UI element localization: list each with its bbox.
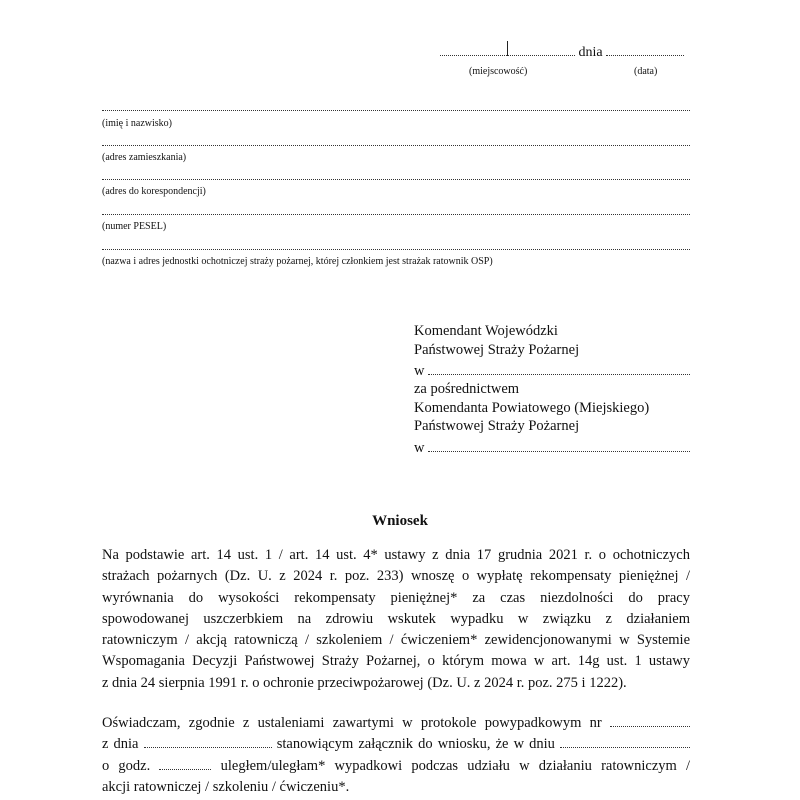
request-line: spowodowanej uszczerbkiem na zdrowiu wskutek wypadku w związku z działaniem: [102, 610, 690, 627]
osp-unit-field[interactable]: [102, 249, 690, 250]
accident-date-field[interactable]: [560, 737, 690, 748]
protocol-number-field[interactable]: [610, 716, 690, 727]
date-field[interactable]: [606, 45, 684, 56]
declaration-line-4: akcji ratowniczej / szkoleniu / ćwiczeniu*.: [102, 778, 350, 795]
protocol-date-field[interactable]: [144, 737, 272, 748]
osp-unit-label: (nazwa i adres jednostki ochotniczej straży pożarnej, której członkiem jest strażak ratownik OSP): [102, 256, 493, 267]
declaration-text-3a: o godz.: [102, 757, 151, 774]
addressee-city-field-2[interactable]: [428, 441, 690, 452]
request-line: ratowniczym / akcją ratowniczą / szkoleniem / ćwiczeniem* zewidencjonowanymi w Systemie: [102, 632, 690, 649]
request-paragraph: [102, 545, 690, 694]
residence-address-field[interactable]: [102, 145, 690, 146]
place-date-line: [440, 45, 692, 61]
accident-time-field[interactable]: [159, 759, 211, 770]
request-line: Na podstawie art. 14 ust. 1 / art. 14 ust. 4* ustawy z dnia 17 grudnia 2021 r. o ochotniczych: [102, 547, 690, 563]
text-cursor: [507, 41, 508, 56]
request-line: z dnia 24 sierpnia 1991 r. o ochronie przeciwpożarowej (Dz. U. z 2024 r. poz. 275 i 1222).: [102, 674, 627, 691]
request-line: Wspomagania Decyzji Państwowej Straży Pożarnej, o którym mowa w art. 14g ust. 1 ustawy: [102, 653, 690, 670]
date-label: (data): [634, 66, 658, 77]
declaration-line-2: [102, 734, 690, 755]
w-prefix-2: w: [414, 440, 425, 456]
declaration-line-3: [102, 756, 690, 777]
addressee-via: za pośrednictwem: [414, 381, 520, 397]
addressee-city-row-2: [414, 439, 690, 458]
w-prefix-1: w: [414, 363, 425, 379]
name-label: (imię i nazwisko): [102, 118, 172, 129]
addressee-line-3: Komendanta Powiatowego (Miejskiego): [414, 400, 650, 416]
declaration-text-2a: z dnia: [102, 736, 139, 753]
declaration-text-2b: stanowiącym załącznik do wniosku, że w dniu: [276, 736, 555, 753]
request-line: strażach pożarnych (Dz. U. z 2024 r. poz. 233) wnoszę o wypłatę rekompensaty pieniężnej /: [102, 568, 690, 585]
addressee-line-2: Państwowej Straży Pożarnej: [414, 342, 580, 358]
place-label: (miejscowość): [469, 66, 528, 77]
addressee-line-4: Państwowej Straży Pożarnej: [414, 418, 580, 434]
declaration-text-1: Oświadczam, zgodnie z ustaleniami zawartymi w protokole powypadkowym nr: [102, 715, 602, 731]
document-title: Wniosek: [372, 513, 428, 529]
declaration-text-3b: uległem/uległam* wypadkowi podczas udziału w działaniu ratowniczym /: [220, 757, 690, 774]
addressee-city-row: [414, 362, 690, 381]
correspondence-address-field[interactable]: [102, 179, 690, 180]
dnia-text: dnia: [578, 45, 603, 60]
pesel-label: (numer PESEL): [102, 221, 167, 232]
name-field[interactable]: [102, 110, 690, 111]
residence-address-label: (adres zamieszkania): [102, 152, 187, 163]
request-line: wyrównania do wysokości rekompensaty pieniężnej* za czas niezdolności do pracy: [102, 589, 690, 606]
pesel-field[interactable]: [102, 214, 690, 215]
place-field[interactable]: [440, 45, 575, 56]
correspondence-address-label: (adres do korespondencji): [102, 186, 206, 197]
declaration-line-1: [102, 713, 690, 734]
declaration-paragraph: [102, 713, 690, 798]
addressee-line-1: Komendant Wojewódzki: [414, 323, 558, 339]
addressee-city-field-1[interactable]: [428, 364, 690, 375]
